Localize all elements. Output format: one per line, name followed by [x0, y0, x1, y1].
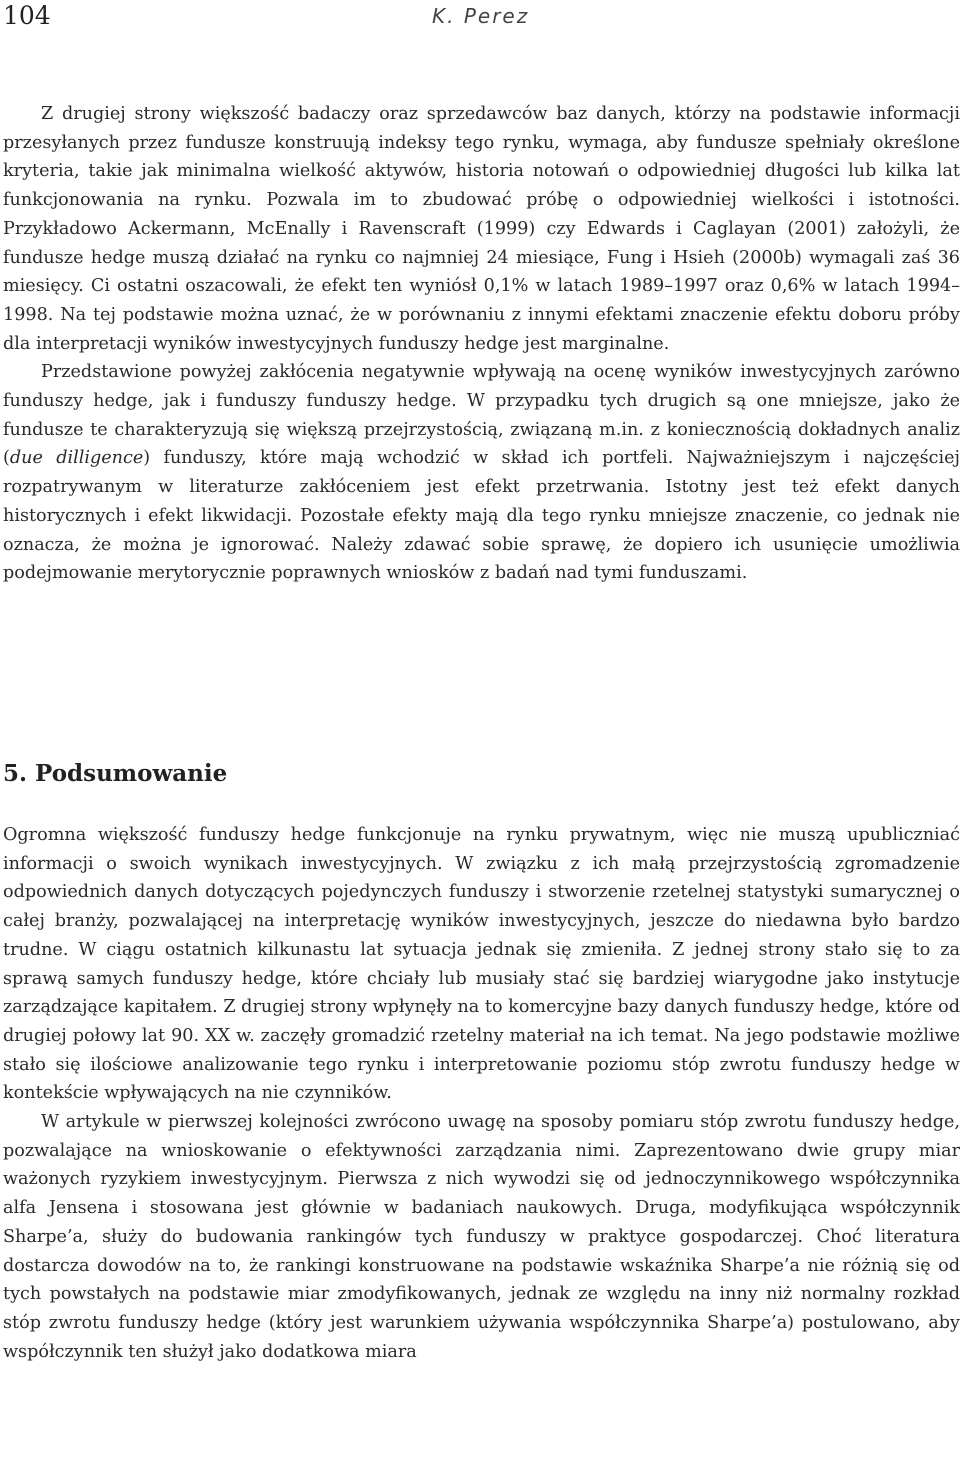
section-heading — [3, 759, 227, 789]
italic-term: due dilligence — [9, 448, 144, 469]
section-number: 5. — [3, 760, 28, 787]
page-number: 104 — [3, 1, 51, 30]
intro-text — [3, 100, 960, 588]
text-run: Przedstawione powyżej zakłócenia negatywnie wpływają na ocenę wyników inwestycyjnych zarówno funduszy hedge, jak i funduszy funduszy hedge. W przypadku tych drugich są one mniejsze, jako że fundusze te charakteryzują się większą przejrzystością, związaną m.in. z koniecznością dokładnych analiz ( — [3, 362, 960, 469]
summary-text — [3, 821, 960, 1366]
running-head-author: K. Perez — [432, 4, 530, 28]
paragraph — [3, 358, 960, 588]
text-run: ) funduszy, które mają wchodzić w skład ich portfeli. Najważniejszym i najczęściej rozpatrywanym w literaturze zakłóceniem jest efekt przetrwania. Istotny jest też efekt danych historycznych i efekt likwidacji. Pozostałe efekty mają dla tego rynku mniejsze znaczenie, co jednak nie oznacza, że można je ignorować. Należy zdawać sobie sprawę, że dopiero ich usunięcie umożliwia podejmowanie merytorycznie poprawnych wniosków z badań nad tymi funduszami. — [3, 448, 960, 584]
paragraph: Ogromna większość funduszy hedge funkcjonuje na rynku prywatnym, więc nie muszą upubliczniać informacji o swoich wynikach inwestycyjnych. W związku z ich małą przejrzystością zgromadzenie odpowiednich danych dotyczących pojedynczych funduszy i stworzenie rzetelnej statystyki sumarycznej o całej branży, pozwalającej na interpretację wyników inwestycyjnych, jeszcze do niedawna było bardzo trudne. W ciągu ostatnich kilkunastu lat sytuacja jednak się zmieniła. Z jednej strony stało się to za sprawą samych funduszy hedge, które chciały lub musiały stać się bardziej wiarygodne jako instytucje zarządzające kapitałem. Z drugiej strony wpłynęły na to komercyjne bazy danych funduszy hedge, które od drugiej połowy lat 90. XX w. zaczęły gromadzić rzetelny materiał na ich temat. Na jego podstawie możliwe stało się ilościowe analizowanie tego rynku i interpretowanie poziomu stóp zwrotu funduszy hedge w kontekście wpływających na nie czynników. — [3, 825, 960, 1104]
paragraph: Z drugiej strony większość badaczy oraz sprzedawców baz danych, którzy na podstawie informacji przesyłanych przez fundusze konstruują indeksy tego rynku, wymaga, aby fundusze spełniały określone kryteria, takie jak minimalna wielkość aktywów, historia notowań o odpowiedniej długości lub kilka lat funkcjonowania na rynku. Pozwala im to zbudować próbę o odpowiedniej wielkości i istotności. Przykładowo Ackermann, McEnally i Ravenscraft (1999) czy Edwards i Caglayan (2001) założyli, że fundusze hedge muszą działać na rynku co najmniej 24 miesiące, Fung i Hsieh (2000b) wymagali zaś 36 miesięcy. Ci ostatni oszacowali, że efekt ten wyniósł 0,1% w latach 1989–1997 oraz 0,6% w latach 1994–1998. Na tej podstawie można uznać, że w porównaniu z innymi efektami znaczenie efektu doboru próby dla interpretacji wyników inwestycyjnych funduszy hedge jest marginalne. — [3, 104, 960, 354]
section-title: Podsumowanie — [35, 760, 228, 787]
running-head — [0, 0, 960, 36]
paragraph: W artykule w pierwszej kolejności zwrócono uwagę na sposoby pomiaru stóp zwrotu funduszy hedge, pozwalające na wnioskowanie o efektywności zarządzania nimi. Zaprezentowano dwie grupy miar ważonych ryzykiem inwestycyjnym. Pierwsza z nich wywodzi się od jednoczynnikowego współczynnika alfa Jensena i stosowana jest głównie w badaniach naukowych. Druga, modyfikująca współczynnik Sharpe’a, służy do budowania rankingów tych funduszy w praktyce gospodarczej. Choć literatura dostarcza dowodów na to, że rankingi konstruowane na podstawie wskaźnika Sharpe’a nie różnią się od tych powstałych na podstawie miar zmodyfikowanych, jednak ze względu na inny niż normalny rozkład stóp zwrotu funduszy hedge (który jest warunkiem używania współczynnika Sharpe’a) postulowano, aby współczynnik ten służył jako dodatkowa miara — [3, 1112, 960, 1362]
